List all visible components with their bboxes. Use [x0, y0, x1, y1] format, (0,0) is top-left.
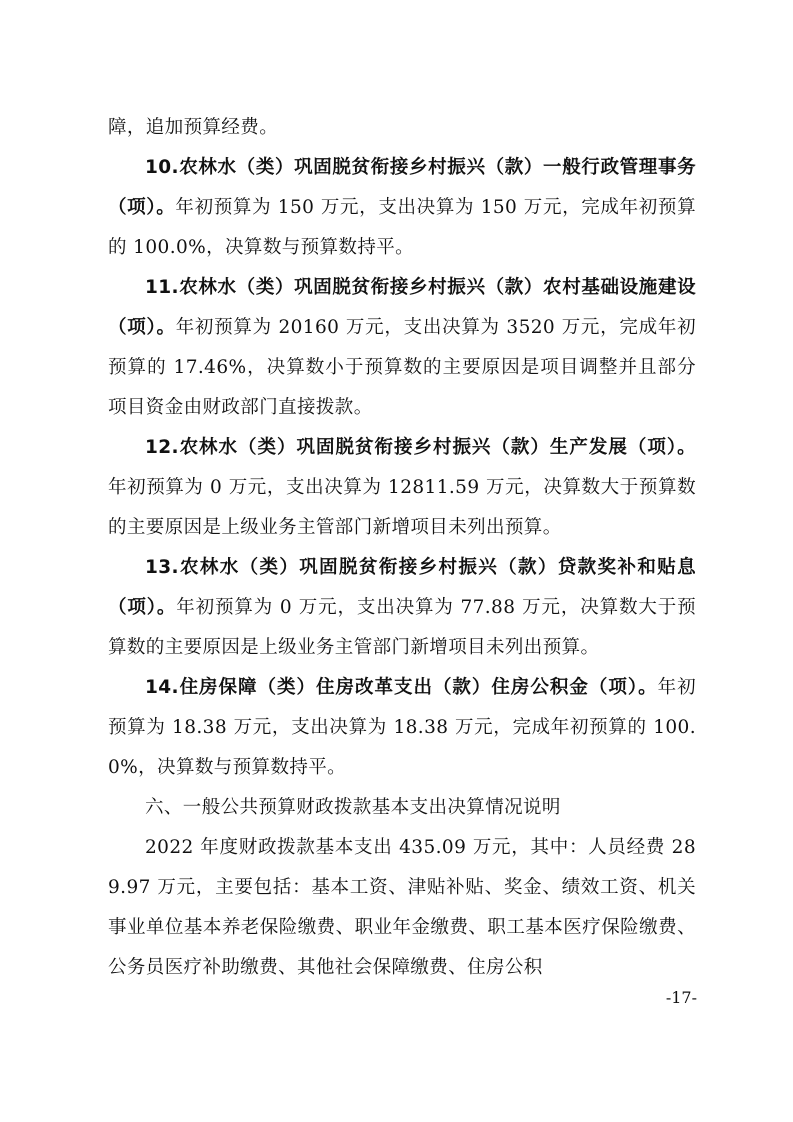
item-heading: 14.住房保障（类）住房改革支出（款）住房公积金（项）。: [145, 677, 658, 698]
budget-item-14: [108, 668, 696, 788]
continuation-paragraph: 障，追加预算经费。: [108, 117, 279, 138]
budget-item-10: [108, 148, 696, 268]
item-heading: 10.农林水（类）巩固脱贫衔接乡村振兴（款）一般行政管理事务（项）。: [108, 157, 696, 218]
section-heading: 六、一般公共预算财政拨款基本支出决算情况说明: [145, 797, 561, 818]
item-body: 年初预算为 0 万元，支出决算为 12811.59 万元，决算数大于预算数的主要原因是上级业务主管部门新增项目未列出预算。: [108, 477, 696, 538]
item-body: 年初预算为 18.38 万元，支出决算为 18.38 万元，完成年初预算的 100.0%，决算数与预算数持平。: [108, 677, 696, 778]
item-body: 年初预算为 150 万元，支出决算为 150 万元，完成年初预算的 100.0%，决算数与预算数持平。: [108, 197, 696, 258]
item-heading: 11.农林水（类）巩固脱贫衔接乡村振兴（款）农村基础设施建设（项）。: [108, 277, 696, 338]
item-heading: 12.农林水（类）巩固脱贫衔接乡村振兴（款）生产发展（项）。: [145, 437, 696, 458]
item-heading: 13.农林水（类）巩固脱贫衔接乡村振兴（款）贷款奖补和贴息（项）。: [108, 557, 696, 618]
budget-item-13: [108, 548, 696, 668]
page-number: -17-: [665, 988, 697, 1007]
item-body: 年初预算为 20160 万元，支出决算为 3520 万元，完成年初预算的 17.46%，决算数小于预算数的主要原因是项目调整并且部分项目资金由财政部门直接拨款。: [108, 317, 696, 418]
body-text: [108, 108, 696, 988]
budget-item-12: [108, 428, 696, 548]
item-body: 年初预算为 0 万元，支出决算为 77.88 万元，决算数大于预算数的主要原因是上级业务主管部门新增项目未列出预算。: [108, 597, 696, 658]
section-paragraph: 2022 年度财政拨款基本支出 435.09 万元，其中：人员经费 289.97 万元，主要包括：基本工资、津贴补贴、奖金、绩效工资、机关事业单位基本养老保险缴费、职业年金缴费、职工基本医疗保险缴费、公务员医疗补助缴费、其他社会保障缴费、住房公积: [108, 837, 696, 978]
budget-item-11: [108, 268, 696, 428]
